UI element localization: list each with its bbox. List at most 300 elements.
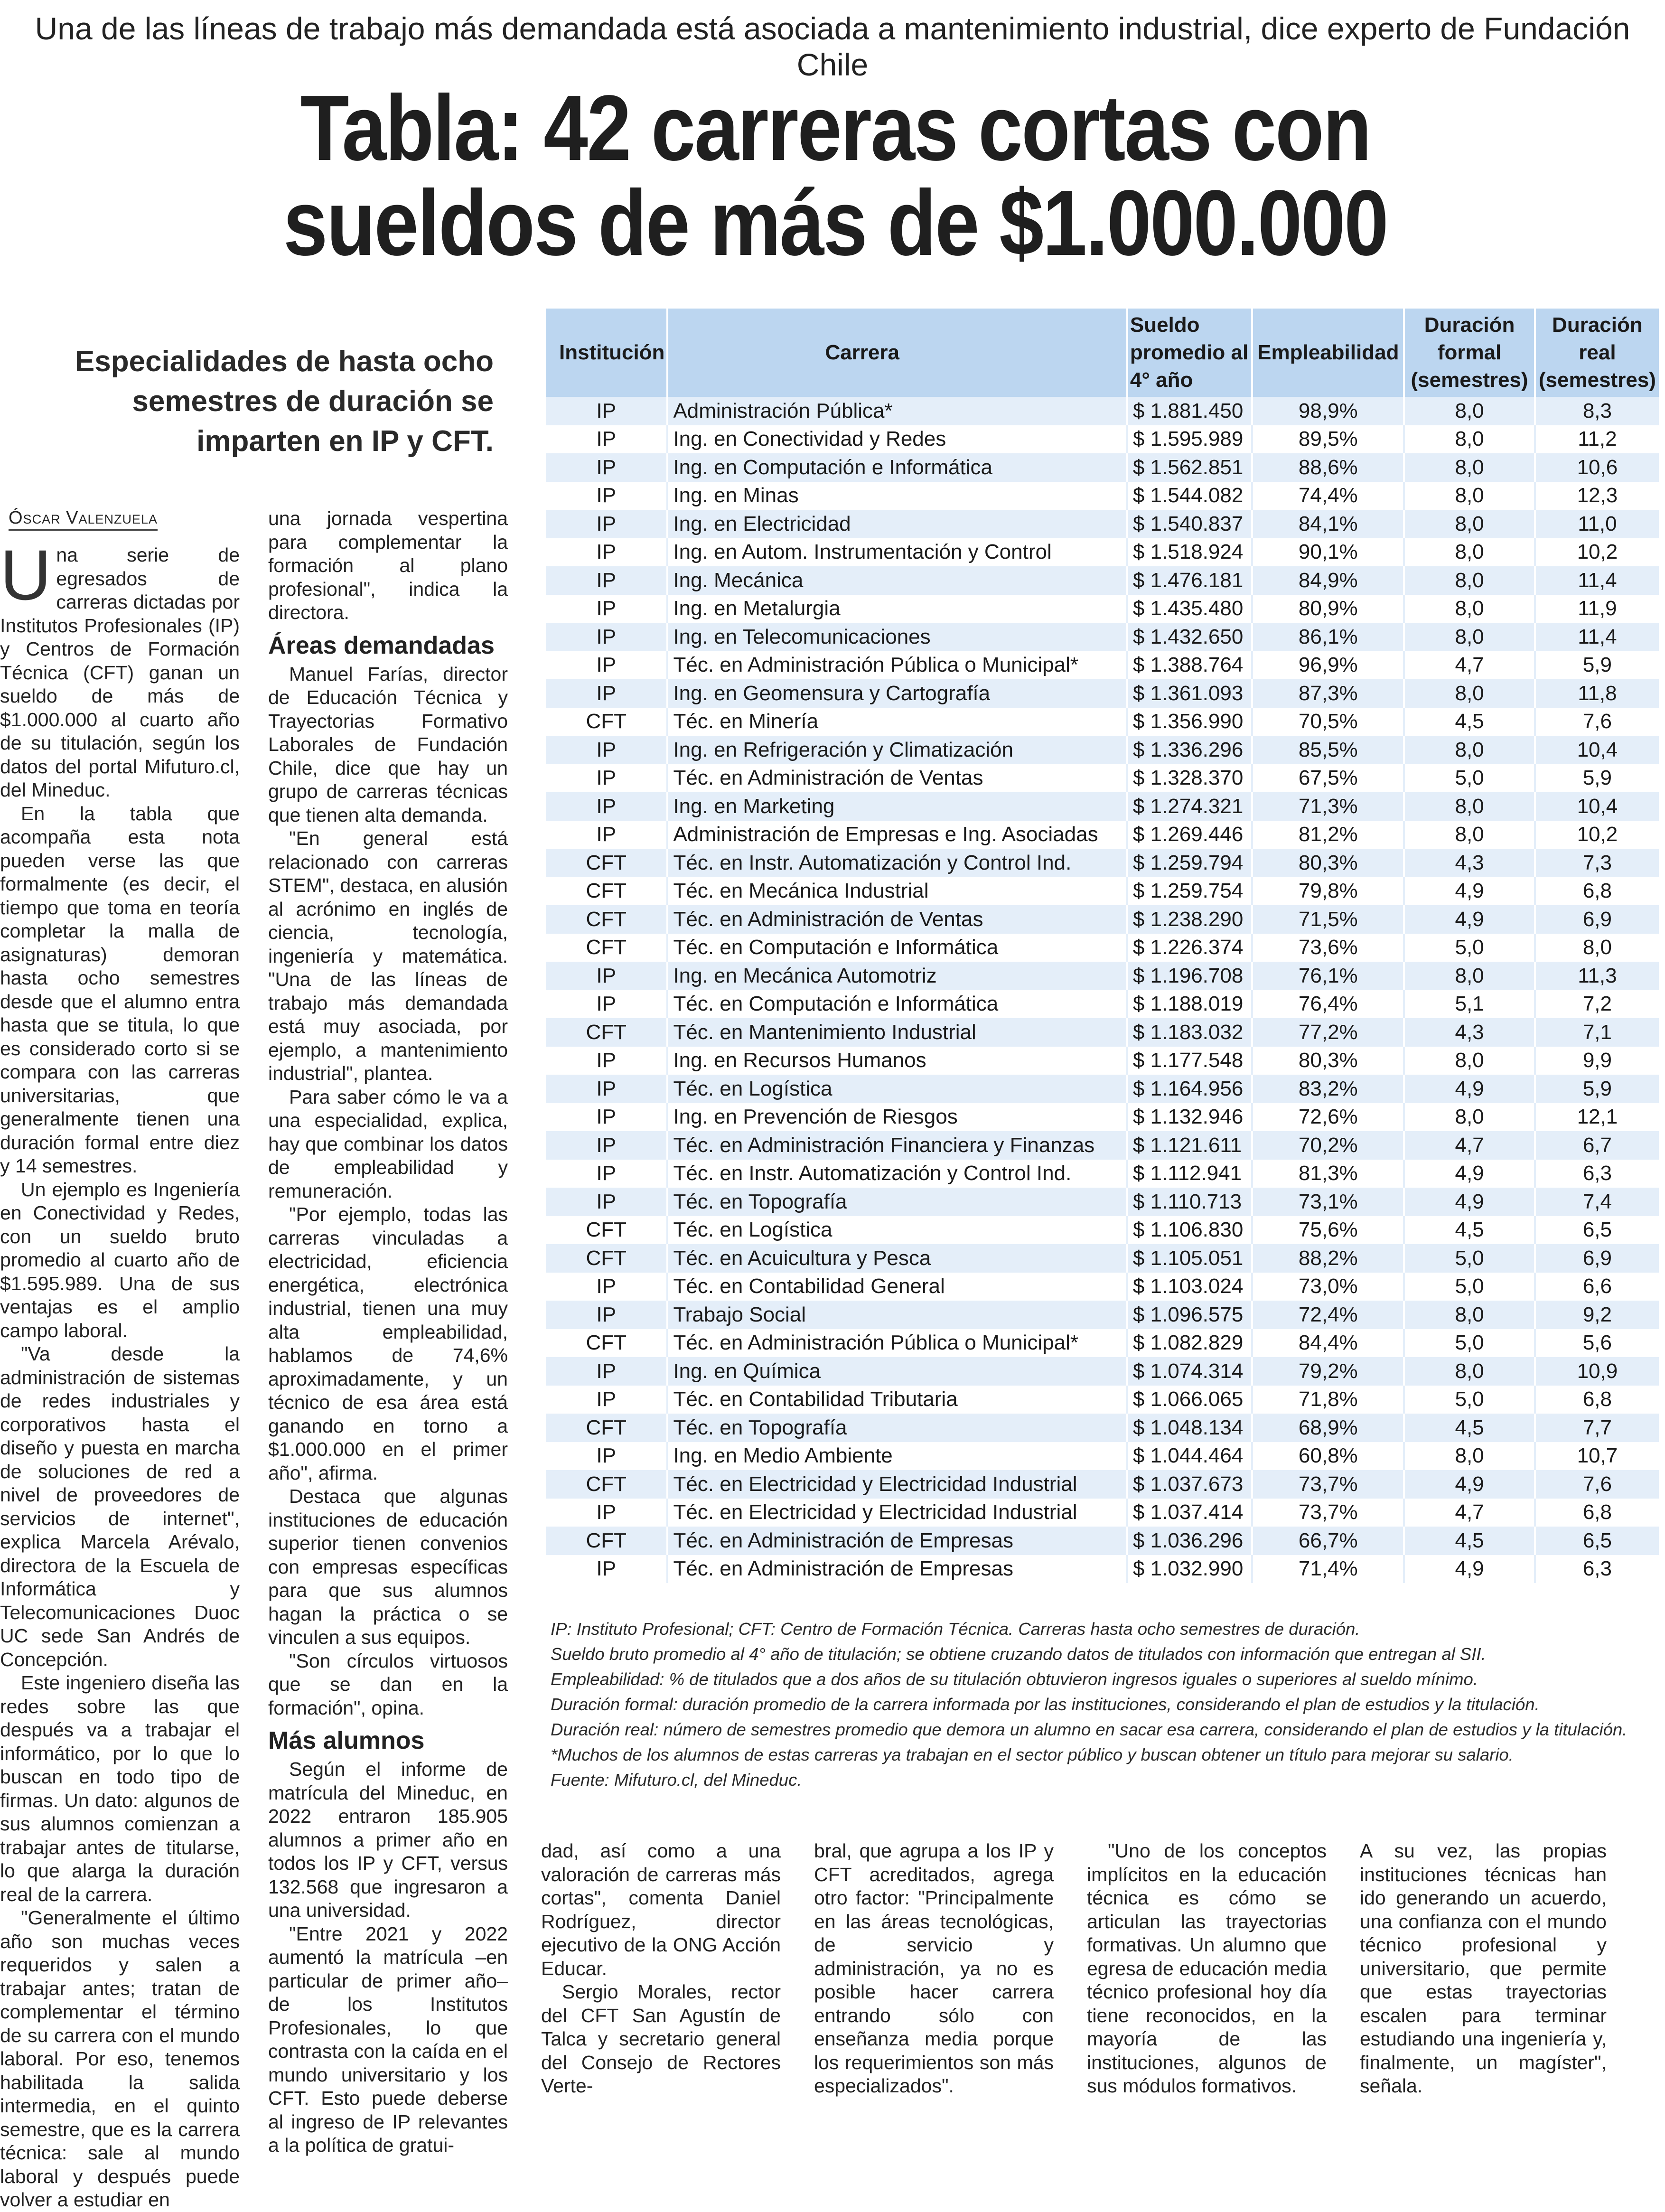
cell-duracion-real: 6,5 (1535, 1216, 1659, 1245)
cell-institucion: IP (546, 1103, 667, 1132)
table-row (546, 849, 1659, 877)
cell-institucion: IP (546, 651, 667, 680)
paragraph: "Generalmente el último año son muchas veces requeridos y salen a trabajar antes; tratan de complementar el término de su carrera con el mundo laboral. Por eso, tenemos habilitada la salida intermedia, en el quinto semestre, que es la carrera técnica: sale al mundo laboral y después puede volver a estudiar en (0, 1907, 240, 2211)
headline-line-1: Tabla: 42 carreras cortas con (300, 76, 1371, 180)
headline (198, 76, 1472, 275)
paragraph: "Uno de los conceptos implícitos en la educación técnica es cómo se articulan las trayectorias formativas. Un alumno que egresa de educación media técnico profesional hoy día tiene reconocidos, en la mayoría de las instituciones, algunos de sus módulos formativos. (1087, 1840, 1327, 2097)
table-row (546, 905, 1659, 934)
cell-sueldo: $ 1.121.611 (1127, 1131, 1252, 1160)
table-row (546, 764, 1659, 793)
cell-institucion: CFT (546, 1216, 667, 1245)
cell-sueldo: $ 1.183.032 (1127, 1018, 1252, 1047)
table-row (546, 934, 1659, 962)
cell-empleabilidad: 80,9% (1252, 595, 1404, 623)
cell-sueldo: $ 1.259.794 (1127, 849, 1252, 877)
cell-duracion-real: 5,9 (1535, 651, 1659, 680)
cell-duracion-formal: 8,0 (1404, 1442, 1535, 1471)
cell-duracion-real: 11,4 (1535, 623, 1659, 651)
cell-empleabilidad: 71,5% (1252, 905, 1404, 934)
cell-duracion-formal: 5,0 (1404, 1244, 1535, 1273)
note-line: Duración formal: duración promedio de la carrera informada por las instituciones, considerando el plan de estudios y la titulación. (551, 1695, 1540, 1714)
cell-duracion-real: 6,6 (1535, 1273, 1659, 1301)
cell-institucion: IP (546, 1160, 667, 1188)
cell-institucion: CFT (546, 905, 667, 934)
table-header-row (546, 309, 1659, 397)
cell-carrera: Téc. en Logística (667, 1075, 1127, 1103)
paragraph: "Son círculos virtuosos que se dan en la formación", opina. (268, 1650, 508, 1719)
cell-institucion: IP (546, 1442, 667, 1471)
cell-duracion-formal: 4,9 (1404, 1188, 1535, 1216)
table-row (546, 1075, 1659, 1103)
cell-carrera: Ing. en Geomensura y Cartografía (667, 679, 1127, 708)
paragraph: Un ejemplo es Ingeniería en Conectividad y Redes, con un sueldo bruto promedio al cuarto año de $1.595.989. Una de sus ventajas es el amplio campo laboral. (0, 1178, 240, 1341)
cell-institucion: CFT (546, 877, 667, 906)
cell-duracion-formal: 8,0 (1404, 425, 1535, 454)
cell-sueldo: $ 1.036.296 (1127, 1527, 1252, 1555)
paragraph: dad, así como a una valoración de carreras más cortas", comenta Daniel Rodríguez, director ejecutivo de la ONG Acción Educar. (541, 1840, 781, 1979)
cell-empleabilidad: 75,6% (1252, 1216, 1404, 1245)
paragraph: bral, que agrupa a los IP y CFT acreditados, agrega otro factor: "Principalmente en las áreas tecnológicas, de servicio y administración, ya no es posible hacer carrera entrando sólo con enseñanza media porque los requerimientos son más especializados". (814, 1840, 1054, 2097)
cell-sueldo: $ 1.881.450 (1127, 397, 1252, 425)
article-column-2 (268, 507, 508, 2156)
paragraph: Manuel Farías, director de Educación Técnica y Trayectorias Formativo Laborales de Fundación Chile, dice que hay un grupo de carreras técnicas que tienen alta demanda. (268, 663, 508, 826)
cell-duracion-formal: 4,5 (1404, 1527, 1535, 1555)
cell-duracion-real: 7,6 (1535, 708, 1659, 736)
cell-sueldo: $ 1.196.708 (1127, 962, 1252, 990)
header-carrera: Carrera (667, 309, 1127, 397)
table-row (546, 1329, 1659, 1358)
cell-sueldo: $ 1.336.296 (1127, 736, 1252, 764)
cell-duracion-formal: 4,7 (1404, 1131, 1535, 1160)
cell-sueldo: $ 1.105.051 (1127, 1244, 1252, 1273)
cell-empleabilidad: 73,7% (1252, 1470, 1404, 1499)
table-row (546, 736, 1659, 764)
cell-duracion-real: 6,7 (1535, 1131, 1659, 1160)
cell-duracion-real: 7,4 (1535, 1188, 1659, 1216)
cell-empleabilidad: 84,4% (1252, 1329, 1404, 1358)
cell-duracion-formal: 8,0 (1404, 1047, 1535, 1075)
cell-duracion-real: 11,4 (1535, 566, 1659, 595)
cell-institucion: CFT (546, 1329, 667, 1358)
paragraph: una jornada vespertina para complementar la formación al plano profesional", indica la directora. (268, 507, 508, 623)
byline: Óscar Valenzuela (9, 508, 158, 531)
cell-empleabilidad: 71,3% (1252, 792, 1404, 821)
cell-institucion: IP (546, 821, 667, 849)
cell-institucion: IP (546, 1555, 667, 1584)
cell-sueldo: $ 1.177.548 (1127, 1047, 1252, 1075)
cell-institucion: IP (546, 566, 667, 595)
cell-sueldo: $ 1.476.181 (1127, 566, 1252, 595)
table-row (546, 538, 1659, 567)
cell-empleabilidad: 83,2% (1252, 1075, 1404, 1103)
table-row (546, 595, 1659, 623)
table-row (546, 792, 1659, 821)
cell-empleabilidad: 73,6% (1252, 934, 1404, 962)
subhead-line-1: Especialidades de hasta ocho (75, 345, 494, 378)
header-empleabilidad: Empleabilidad (1252, 309, 1404, 397)
cell-duracion-formal: 8,0 (1404, 397, 1535, 425)
table-row (546, 1555, 1659, 1584)
table-row (546, 708, 1659, 736)
cell-carrera: Téc. en Electricidad y Electricidad Industrial (667, 1499, 1127, 1527)
cell-empleabilidad: 76,1% (1252, 962, 1404, 990)
header-institucion: Institución (546, 309, 667, 397)
table-row (546, 1244, 1659, 1273)
cell-institucion: IP (546, 679, 667, 708)
cell-duracion-formal: 8,0 (1404, 566, 1535, 595)
cell-sueldo: $ 1.328.370 (1127, 764, 1252, 793)
cell-empleabilidad: 87,3% (1252, 679, 1404, 708)
table-row (546, 1160, 1659, 1188)
cell-sueldo: $ 1.226.374 (1127, 934, 1252, 962)
cell-empleabilidad: 77,2% (1252, 1018, 1404, 1047)
cell-carrera: Ing. en Computación e Informática (667, 453, 1127, 482)
cell-institucion: IP (546, 1188, 667, 1216)
table-row (546, 510, 1659, 538)
table-row (546, 1386, 1659, 1414)
cell-sueldo: $ 1.164.956 (1127, 1075, 1252, 1103)
cell-duracion-real: 10,2 (1535, 821, 1659, 849)
cell-carrera: Ing. en Electricidad (667, 510, 1127, 538)
cell-duracion-real: 6,8 (1535, 1386, 1659, 1414)
table-row (546, 1442, 1659, 1471)
cell-empleabilidad: 96,9% (1252, 651, 1404, 680)
section-heading: Áreas demandadas (268, 631, 495, 659)
cell-sueldo: $ 1.388.764 (1127, 651, 1252, 680)
cell-institucion: CFT (546, 708, 667, 736)
cell-sueldo: $ 1.037.414 (1127, 1499, 1252, 1527)
cell-institucion: CFT (546, 1018, 667, 1047)
cell-duracion-formal: 8,0 (1404, 510, 1535, 538)
paragraph: Para saber cómo le va a una especialidad, explica, hay que combinar los datos de empleabilidad y remuneración. (268, 1086, 508, 1202)
table-row (546, 679, 1659, 708)
cell-sueldo: $ 1.435.480 (1127, 595, 1252, 623)
cell-duracion-formal: 8,0 (1404, 1357, 1535, 1386)
cell-sueldo: $ 1.044.464 (1127, 1442, 1252, 1471)
cell-duracion-formal: 4,7 (1404, 1499, 1535, 1527)
table-body (546, 397, 1659, 1583)
cell-carrera: Ing. en Refrigeración y Climatización (667, 736, 1127, 764)
cell-carrera: Ing. en Autom. Instrumentación y Control (667, 538, 1127, 567)
cell-empleabilidad: 71,4% (1252, 1555, 1404, 1584)
kicker: Una de las líneas de trabajo más demandada está asociada a mantenimiento industrial, dice experto de Fundación Chile (35, 11, 1630, 82)
cell-sueldo: $ 1.096.575 (1127, 1301, 1252, 1329)
cell-empleabilidad: 90,1% (1252, 538, 1404, 567)
cell-empleabilidad: 60,8% (1252, 1442, 1404, 1471)
table-row (546, 1216, 1659, 1245)
cell-carrera: Téc. en Administración Financiera y Finanzas (667, 1131, 1127, 1160)
cell-empleabilidad: 74,4% (1252, 482, 1404, 510)
cell-empleabilidad: 72,6% (1252, 1103, 1404, 1132)
cell-institucion: IP (546, 1357, 667, 1386)
cell-carrera: Téc. en Administración Pública o Municipal* (667, 1329, 1127, 1358)
cell-duracion-real: 8,3 (1535, 397, 1659, 425)
cell-sueldo: $ 1.106.830 (1127, 1216, 1252, 1245)
cell-duracion-formal: 5,0 (1404, 1273, 1535, 1301)
cell-sueldo: $ 1.110.713 (1127, 1188, 1252, 1216)
table-row (546, 1527, 1659, 1555)
cell-carrera: Ing. en Mecánica Automotriz (667, 962, 1127, 990)
cell-carrera: Administración Pública* (667, 397, 1127, 425)
article-column-4 (814, 1839, 1054, 2105)
table-row (546, 1103, 1659, 1132)
cell-duracion-real: 7,1 (1535, 1018, 1659, 1047)
cell-carrera: Ing. Mecánica (667, 566, 1127, 595)
cell-institucion: IP (546, 962, 667, 990)
header-sueldo: Sueldo promedio al 4° año (1127, 309, 1252, 397)
cell-sueldo: $ 1.112.941 (1127, 1160, 1252, 1188)
cell-duracion-formal: 4,7 (1404, 651, 1535, 680)
cell-duracion-real: 8,0 (1535, 934, 1659, 962)
cell-empleabilidad: 76,4% (1252, 990, 1404, 1019)
cell-institucion: IP (546, 453, 667, 482)
cell-carrera: Téc. en Computación e Informática (667, 934, 1127, 962)
table-row (546, 453, 1659, 482)
paragraph: "Va desde la administración de sistemas de redes industriales y corporativos hasta el diseño y puesta en marcha de soluciones de red a nivel de proveedores de servicios de internet", explica Marcela Arévalo, directora de la Escuela de Informática y Telecomunicaciones Duoc UC sede San Andrés de Concepción. (0, 1343, 240, 1670)
cell-duracion-formal: 4,9 (1404, 1555, 1535, 1584)
cell-duracion-real: 10,6 (1535, 453, 1659, 482)
table-row (546, 1047, 1659, 1075)
cell-duracion-formal: 4,5 (1404, 1216, 1535, 1245)
cell-institucion: IP (546, 397, 667, 425)
cell-sueldo: $ 1.269.446 (1127, 821, 1252, 849)
cell-carrera: Ing. en Telecomunicaciones (667, 623, 1127, 651)
cell-institucion: IP (546, 425, 667, 454)
cell-duracion-real: 11,3 (1535, 962, 1659, 990)
cell-empleabilidad: 70,5% (1252, 708, 1404, 736)
table-row (546, 1018, 1659, 1047)
cell-duracion-formal: 4,3 (1404, 1018, 1535, 1047)
cell-carrera: Administración de Empresas e Ing. Asociadas (667, 821, 1127, 849)
table-row (546, 623, 1659, 651)
cell-carrera: Ing. en Conectividad y Redes (667, 425, 1127, 454)
cell-empleabilidad: 68,9% (1252, 1414, 1404, 1442)
subhead (52, 342, 494, 461)
table-row (546, 1273, 1659, 1301)
cell-carrera: Ing. en Prevención de Riesgos (667, 1103, 1127, 1132)
paragraph: Sergio Morales, rector del CFT San Agustín de Talca y secretario general del Consejo de Rectores Verte- (541, 1981, 781, 2097)
cell-empleabilidad: 70,2% (1252, 1131, 1404, 1160)
cell-carrera: Ing. en Marketing (667, 792, 1127, 821)
cell-empleabilidad: 81,3% (1252, 1160, 1404, 1188)
cell-institucion: IP (546, 764, 667, 793)
cell-duracion-formal: 4,9 (1404, 1470, 1535, 1499)
cell-institucion: IP (546, 1047, 667, 1075)
cell-empleabilidad: 73,7% (1252, 1499, 1404, 1527)
paragraph-text: na serie de egresados de carreras dictadas por Institutos Profesionales (IP) y Centros de Formación Técnica (CFT) ganan un sueldo de más de $1.000.000 al cuarto año de su titulación, según los datos del portal Mifuturo.cl, del Mineduc. (0, 544, 240, 801)
cell-sueldo: $ 1.132.946 (1127, 1103, 1252, 1132)
table-row (546, 1414, 1659, 1442)
headline-line-2: sueldos de más de $1.000.000 (283, 171, 1388, 275)
cell-duracion-formal: 4,3 (1404, 849, 1535, 877)
cell-duracion-formal: 5,0 (1404, 1329, 1535, 1358)
cell-carrera: Téc. en Administración de Empresas (667, 1527, 1127, 1555)
cell-carrera: Ing. en Química (667, 1357, 1127, 1386)
cell-empleabilidad: 79,2% (1252, 1357, 1404, 1386)
cell-duracion-formal: 4,5 (1404, 708, 1535, 736)
cell-institucion: IP (546, 1131, 667, 1160)
cell-duracion-formal: 4,9 (1404, 905, 1535, 934)
cell-institucion: CFT (546, 1244, 667, 1273)
cell-duracion-formal: 8,0 (1404, 962, 1535, 990)
paragraph: "En general está relacionado con carreras STEM", destaca, en alusión al acrónimo en inglés de ciencia, tecnología, ingeniería y matemática. "Una de las líneas de trabajo más demandada está muy asociada, por ejemplo, a mantenimiento industrial", plantea. (268, 827, 508, 1084)
cell-duracion-formal: 8,0 (1404, 1103, 1535, 1132)
cell-duracion-formal: 8,0 (1404, 538, 1535, 567)
careers-table (546, 309, 1659, 1583)
cell-duracion-real: 11,2 (1535, 425, 1659, 454)
cell-duracion-real: 6,8 (1535, 1499, 1659, 1527)
cell-sueldo: $ 1.259.754 (1127, 877, 1252, 906)
cell-sueldo: $ 1.188.019 (1127, 990, 1252, 1019)
cell-duracion-real: 11,0 (1535, 510, 1659, 538)
cell-carrera: Trabajo Social (667, 1301, 1127, 1329)
cell-carrera: Téc. en Mecánica Industrial (667, 877, 1127, 906)
cell-sueldo: $ 1.238.290 (1127, 905, 1252, 934)
table-row (546, 1301, 1659, 1329)
cell-carrera: Ing. en Medio Ambiente (667, 1442, 1127, 1471)
table-row (546, 1188, 1659, 1216)
table-row (546, 877, 1659, 906)
cell-duracion-real: 6,3 (1535, 1160, 1659, 1188)
note-line: Sueldo bruto promedio al 4° año de titulación; se obtiene cruzando datos de titulados con información que entregan al SII. (551, 1644, 1486, 1664)
paragraph: En la tabla que acompaña esta nota pueden verse las que formalmente (es decir, el tiempo que toma en teoría completar la malla de asignaturas) demoran hasta ocho semestres desde que el alumno entra hasta que se titula, lo que es considerado corto si se compara con las carreras universitarias, que generalmente tienen una duración formal entre diez y 14 semestres. (0, 802, 240, 1177)
drop-cap: U (0, 535, 52, 615)
cell-duracion-formal: 8,0 (1404, 595, 1535, 623)
cell-carrera: Ing. en Recursos Humanos (667, 1047, 1127, 1075)
cell-carrera: Téc. en Electricidad y Electricidad Industrial (667, 1470, 1127, 1499)
cell-institucion: IP (546, 510, 667, 538)
cell-duracion-real: 10,4 (1535, 736, 1659, 764)
cell-empleabilidad: 85,5% (1252, 736, 1404, 764)
cell-institucion: IP (546, 595, 667, 623)
cell-institucion: IP (546, 736, 667, 764)
cell-institucion: CFT (546, 1414, 667, 1442)
cell-sueldo: $ 1.540.837 (1127, 510, 1252, 538)
table-row (546, 1131, 1659, 1160)
cell-institucion: CFT (546, 1470, 667, 1499)
table-row (546, 651, 1659, 680)
cell-carrera: Téc. en Logística (667, 1216, 1127, 1245)
cell-duracion-real: 10,7 (1535, 1442, 1659, 1471)
table-row (546, 1499, 1659, 1527)
cell-duracion-formal: 8,0 (1404, 736, 1535, 764)
table-notes (551, 1616, 1661, 1792)
cell-duracion-formal: 8,0 (1404, 623, 1535, 651)
paragraph: Destaca que algunas instituciones de educación superior tienen convenios con empresas específicas para que sus alumnos hagan la práctica o se vinculen a sus equipos. (268, 1485, 508, 1648)
cell-empleabilidad: 80,3% (1252, 1047, 1404, 1075)
cell-sueldo: $ 1.037.673 (1127, 1470, 1252, 1499)
cell-institucion: IP (546, 1386, 667, 1414)
cell-empleabilidad: 89,5% (1252, 425, 1404, 454)
cell-empleabilidad: 73,1% (1252, 1188, 1404, 1216)
cell-duracion-real: 5,9 (1535, 1075, 1659, 1103)
cell-empleabilidad: 88,6% (1252, 453, 1404, 482)
cell-duracion-real: 9,9 (1535, 1047, 1659, 1075)
table-row (546, 1357, 1659, 1386)
cell-institucion: IP (546, 1273, 667, 1301)
cell-sueldo: $ 1.074.314 (1127, 1357, 1252, 1386)
cell-empleabilidad: 72,4% (1252, 1301, 1404, 1329)
cell-sueldo: $ 1.361.093 (1127, 679, 1252, 708)
article-column-3 (541, 1839, 781, 2105)
cell-carrera: Téc. en Instr. Automatización y Control Ind. (667, 849, 1127, 877)
cell-duracion-real: 10,4 (1535, 792, 1659, 821)
cell-sueldo: $ 1.066.065 (1127, 1386, 1252, 1414)
table-row (546, 566, 1659, 595)
cell-empleabilidad: 84,9% (1252, 566, 1404, 595)
paragraph: A su vez, las propias instituciones técnicas han ido generando un acuerdo, una confianza con el mundo técnico profesional y universitario, que permite que estas trayectorias escalen para terminar estudiando una ingeniería y, finalmente, un magíster", señala. (1360, 1840, 1607, 2097)
cell-duracion-real: 5,9 (1535, 764, 1659, 793)
cell-institucion: IP (546, 990, 667, 1019)
cell-duracion-formal: 8,0 (1404, 482, 1535, 510)
cell-sueldo: $ 1.032.990 (1127, 1555, 1252, 1584)
cell-institucion: IP (546, 623, 667, 651)
cell-empleabilidad: 66,7% (1252, 1527, 1404, 1555)
cell-duracion-real: 7,2 (1535, 990, 1659, 1019)
cell-carrera: Téc. en Administración de Empresas (667, 1555, 1127, 1584)
header-duracion-formal: Duración formal (semestres) (1404, 309, 1535, 397)
cell-carrera: Téc. en Administración de Ventas (667, 905, 1127, 934)
cell-institucion: IP (546, 538, 667, 567)
cell-institucion: IP (546, 482, 667, 510)
note-line: Empleabilidad: % de titulados que a dos años de su titulación obtuvieron ingresos iguales o superiores al sueldo mínimo. (551, 1669, 1478, 1689)
section-heading: Más alumnos (268, 1727, 425, 1754)
cell-duracion-formal: 5,0 (1404, 764, 1535, 793)
note-line: Fuente: Mifuturo.cl, del Mineduc. (551, 1770, 802, 1790)
cell-sueldo: $ 1.562.851 (1127, 453, 1252, 482)
cell-institucion: CFT (546, 1527, 667, 1555)
cell-empleabilidad: 98,9% (1252, 397, 1404, 425)
cell-empleabilidad: 80,3% (1252, 849, 1404, 877)
cell-carrera: Téc. en Acuicultura y Pesca (667, 1244, 1127, 1273)
cell-carrera: Téc. en Mantenimiento Industrial (667, 1018, 1127, 1047)
cell-empleabilidad: 86,1% (1252, 623, 1404, 651)
cell-empleabilidad: 84,1% (1252, 510, 1404, 538)
cell-duracion-real: 6,5 (1535, 1527, 1659, 1555)
cell-institucion: IP (546, 1499, 667, 1527)
cell-duracion-formal: 8,0 (1404, 453, 1535, 482)
cell-carrera: Téc. en Contabilidad General (667, 1273, 1127, 1301)
cell-empleabilidad: 73,0% (1252, 1273, 1404, 1301)
cell-institucion: CFT (546, 849, 667, 877)
cell-carrera: Téc. en Administración de Ventas (667, 764, 1127, 793)
cell-duracion-formal: 4,5 (1404, 1414, 1535, 1442)
cell-carrera: Téc. en Instr. Automatización y Control Ind. (667, 1160, 1127, 1188)
cell-institucion: IP (546, 792, 667, 821)
cell-sueldo: $ 1.274.321 (1127, 792, 1252, 821)
article-column-6 (1360, 1839, 1607, 2105)
cell-duracion-formal: 4,9 (1404, 1160, 1535, 1188)
cell-sueldo: $ 1.518.924 (1127, 538, 1252, 567)
cell-duracion-real: 7,3 (1535, 849, 1659, 877)
cell-empleabilidad: 67,5% (1252, 764, 1404, 793)
note-line: IP: Instituto Profesional; CFT: Centro de Formación Técnica. Carreras hasta ocho semestres de duración. (551, 1619, 1360, 1639)
table-row (546, 397, 1659, 425)
cell-sueldo: $ 1.356.990 (1127, 708, 1252, 736)
cell-carrera: Téc. en Computación e Informática (667, 990, 1127, 1019)
cell-duracion-formal: 8,0 (1404, 821, 1535, 849)
cell-sueldo: $ 1.595.989 (1127, 425, 1252, 454)
cell-duracion-real: 12,1 (1535, 1103, 1659, 1132)
cell-duracion-real: 7,7 (1535, 1414, 1659, 1442)
cell-duracion-formal: 5,1 (1404, 990, 1535, 1019)
cell-sueldo: $ 1.544.082 (1127, 482, 1252, 510)
cell-duracion-real: 6,9 (1535, 1244, 1659, 1273)
cell-carrera: Ing. en Metalurgia (667, 595, 1127, 623)
cell-empleabilidad: 81,2% (1252, 821, 1404, 849)
cell-duracion-real: 5,6 (1535, 1329, 1659, 1358)
cell-duracion-real: 12,3 (1535, 482, 1659, 510)
